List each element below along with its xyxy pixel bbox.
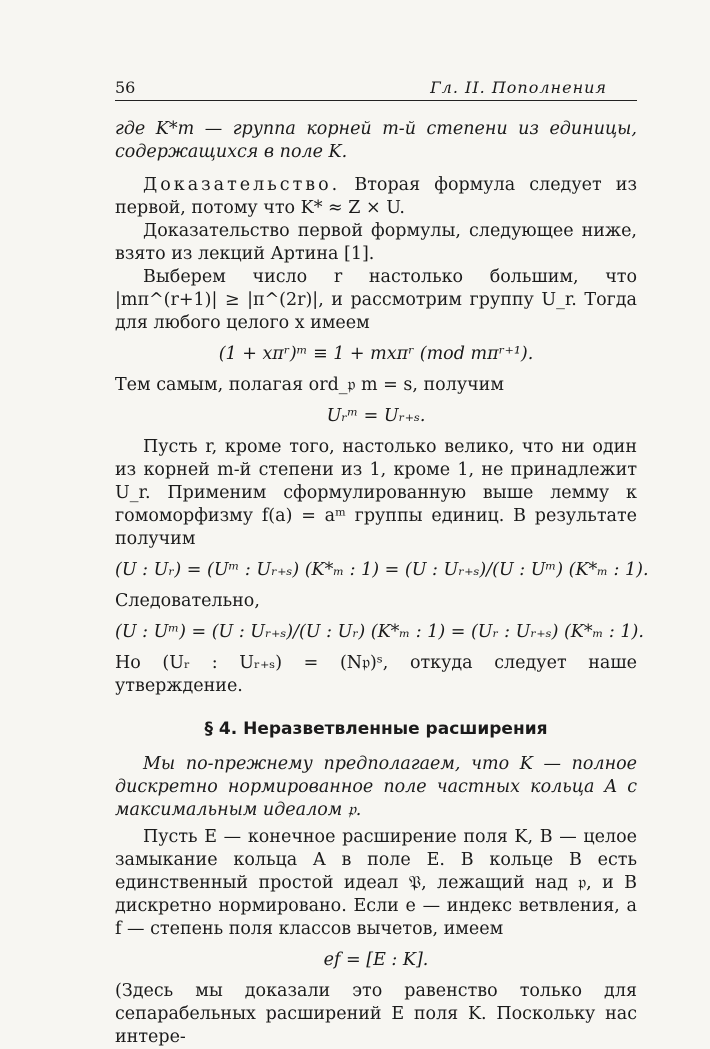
proof-paragraph <box>115 174 637 220</box>
paragraph: где K*m — группа корней m-й степени из единицы, содержащихся в поле K. <box>115 119 637 162</box>
formula: (1 + xπʳ)ᵐ ≡ 1 + mxπʳ (mod mπʳ⁺¹). <box>218 344 534 364</box>
formula: (U : Uᵐ) = (U : Uᵣ₊ₛ)/(U : Uᵣ) (K*ₘ : 1) = (Uᵣ : Uᵣ₊ₛ) (K*ₘ : 1). <box>115 622 644 642</box>
formula: (U : Uᵣ) = (Uᵐ : Uᵣ₊ₛ) (K*ₘ : 1) = (U : Uᵣ₊ₛ)/(U : Uᵐ) (K*ₘ : 1). <box>115 560 649 580</box>
paragraph: Но (Uᵣ : Uᵣ₊ₛ) = (N𝔭)ˢ, откуда следует наше утверждение. <box>115 653 637 696</box>
paragraph: Пусть E — конечное расширение поля K, B — целое замыкание кольца A в поле E. В кольце B есть единственный простой идеал 𝔓, лежащий над 𝔭, и B дискретно нормировано. Если e — индекс ветвления, а f — степень поля классов вычетов, имеем <box>115 827 637 939</box>
page-number: 56 <box>115 78 136 97</box>
paragraph: Тем самым, полагая ord_𝔭 m = s, получим <box>115 375 504 395</box>
section-title: § 4. Неразветвленные расширения <box>204 719 548 739</box>
page-body <box>115 118 649 1049</box>
paragraph: Мы по-прежнему предполагаем, что K — полное дискретно нормированное поле частных кольца A с максимальным идеалом 𝔭. <box>115 754 637 820</box>
paragraph: Пусть r, кроме того, настолько велико, что ни один из корней m-й степени из 1, кроме 1, не принадлежит U_r. Применим сформулированную выше лемму к гомоморфизму f(a) = aᵐ группы единиц. В результате получим <box>115 437 637 549</box>
formula: ef = [E : K]. <box>323 950 429 970</box>
formula: Uᵣᵐ = Uᵣ₊ₛ. <box>326 406 426 426</box>
proof-text: Вторая формула следует из первой, потому что K* ≈ Z × U. <box>115 175 637 218</box>
paragraph: (Здесь мы доказали это равенство только для сепарабельных расширений E поля K. Поскольку нас интере- <box>115 981 637 1047</box>
paragraph: Следовательно, <box>115 591 260 611</box>
running-title: Гл. II. Пополнения <box>430 78 607 97</box>
paragraph: Доказательство первой формулы, следующее ниже, взято из лекций Артина [1]. <box>115 221 637 264</box>
paragraph: Выберем число r настолько большим, что |mπ^(r+1)| ≥ |π^(2r)|, и рассмотрим группу U_r. Тогда для любого целого x имеем <box>115 267 637 333</box>
proof-label: Доказательство. <box>143 175 341 195</box>
page-header <box>115 78 637 101</box>
